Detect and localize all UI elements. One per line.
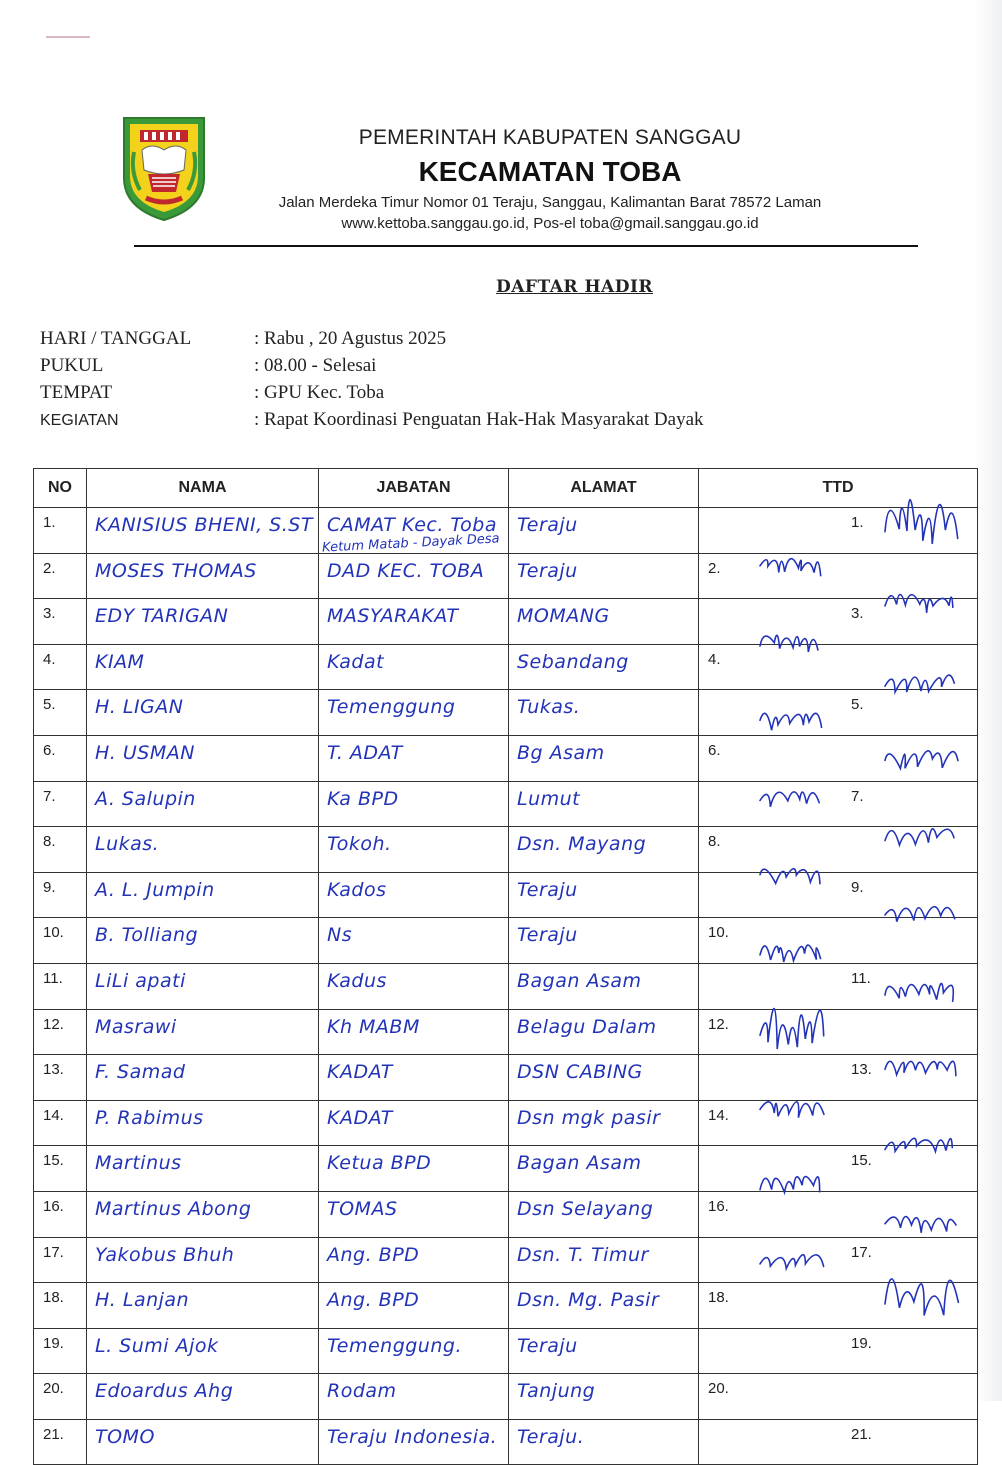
- attendee-address: Tanjung: [509, 1374, 699, 1420]
- attendee-position: T. ADAT: [319, 735, 509, 781]
- attendee-name: P. Rabimus: [87, 1100, 319, 1146]
- row-number: 2.: [34, 553, 87, 599]
- attendee-position: Kh MABM: [319, 1009, 509, 1055]
- detail-label: PUKUL: [40, 355, 104, 376]
- office-name: KECAMATAN TOBA: [418, 156, 682, 187]
- attendee-position: Tokoh.: [319, 827, 509, 873]
- attendance-table: [33, 468, 978, 1465]
- signature-number: 11.: [851, 969, 871, 987]
- signature-cell: [699, 1419, 978, 1465]
- attendee-name: Masrawi: [87, 1009, 319, 1055]
- table-header-row: [34, 469, 978, 508]
- signature-cell: [699, 918, 978, 964]
- signature-number: 1.: [851, 514, 864, 531]
- attendee-position: KADAT: [319, 1055, 509, 1101]
- attendee-address: Tukas.: [509, 690, 699, 736]
- signature-cell: [699, 644, 978, 690]
- attendee-name: MOSES THOMAS: [87, 553, 319, 599]
- signature-number: 14.: [708, 1106, 729, 1124]
- table-row: [34, 1146, 978, 1192]
- table-row: [34, 690, 978, 736]
- table-row: [34, 1328, 978, 1374]
- row-number: 7.: [34, 781, 87, 827]
- signature-number: 10.: [708, 924, 729, 942]
- attendee-name: B. Tolliang: [87, 918, 319, 964]
- attendee-address: Bagan Asam: [509, 1146, 699, 1192]
- signature-cell: [699, 599, 978, 645]
- table-row: [34, 827, 978, 873]
- table-row: [34, 1237, 978, 1283]
- attendee-position: DAD KEC. TOBA: [319, 553, 509, 599]
- office-web-email: www.kettoba.sanggau.go.id, Pos-el toba@gmail.sanggau.go.id: [341, 215, 759, 232]
- attendee-name: Martinus Abong: [87, 1191, 319, 1237]
- row-number: 3.: [34, 599, 87, 645]
- attendee-position: Ang. BPD: [319, 1283, 509, 1329]
- signature-cell: [699, 781, 978, 827]
- signature-cell: [699, 1283, 978, 1329]
- attendee-position: Ang. BPD: [319, 1237, 509, 1283]
- detail-value: : Rapat Koordinasi Penguatan Hak-Hak Masyarakat Dayak: [254, 409, 704, 430]
- row-number: 13.: [34, 1055, 87, 1101]
- table-row: [34, 1055, 978, 1101]
- attendee-name: F. Samad: [87, 1055, 319, 1101]
- attendee-address: Bagan Asam: [509, 963, 699, 1009]
- attendee-address: Dsn. T. Timur: [509, 1237, 699, 1283]
- detail-value: : GPU Kec. Toba: [254, 382, 385, 403]
- row-number: 20.: [34, 1374, 87, 1420]
- signature-number: 21.: [851, 1425, 872, 1443]
- table-row: [34, 963, 978, 1009]
- signature-cell: [699, 1055, 978, 1101]
- attendee-name: H. LIGAN: [87, 690, 319, 736]
- attendee-address: Dsn mgk pasir: [509, 1100, 699, 1146]
- attendee-name: Martinus: [87, 1146, 319, 1192]
- signature-cell: [699, 963, 978, 1009]
- attendee-address: DSN CABING: [509, 1055, 699, 1101]
- attendee-address: Bg Asam: [509, 735, 699, 781]
- signature-cell: [699, 1146, 978, 1192]
- attendee-position: Ns: [319, 918, 509, 964]
- attendee-name: LiLi apati: [87, 963, 319, 1009]
- signature-number: 15.: [851, 1152, 872, 1170]
- attendee-position: MASYARAKAT: [319, 599, 509, 645]
- signature-cell: [699, 553, 978, 599]
- signature-cell: [699, 827, 978, 873]
- row-number: 14.: [34, 1100, 87, 1146]
- table-row: [34, 735, 978, 781]
- row-number: 1.: [34, 508, 87, 554]
- attendee-position: Temenggung: [319, 690, 509, 736]
- attendee-name: L. Sumi Ajok: [87, 1328, 319, 1374]
- attendee-position: Temenggung.: [319, 1328, 509, 1374]
- attendee-position: TOMAS: [319, 1191, 509, 1237]
- attendee-address: Teraju: [509, 918, 699, 964]
- row-number: 11.: [34, 963, 87, 1009]
- row-number: 18.: [34, 1283, 87, 1329]
- signature-number: 16.: [708, 1197, 729, 1215]
- signature-number: 8.: [708, 833, 721, 851]
- table-row: [34, 508, 978, 554]
- table-row: [34, 1374, 978, 1420]
- detail-label: HARI / TANGGAL: [40, 328, 192, 349]
- attendee-address: Teraju: [509, 553, 699, 599]
- attendee-name: Yakobus Bhuh: [87, 1237, 319, 1283]
- row-number: 9.: [34, 872, 87, 918]
- row-number: 5.: [34, 690, 87, 736]
- page-edge-shadow: [974, 0, 1002, 1401]
- signature-number: 17.: [851, 1243, 872, 1261]
- attendee-name: H. USMAN: [87, 735, 319, 781]
- attendee-name: A. L. Jumpin: [87, 872, 319, 918]
- attendee-address: Teraju: [509, 872, 699, 918]
- table-row: [34, 918, 978, 964]
- attendee-position: Rodam: [319, 1374, 509, 1420]
- detail-value: : Rabu , 20 Agustus 2025: [254, 328, 447, 349]
- row-number: 19.: [34, 1328, 87, 1374]
- signature-cell: [699, 872, 978, 918]
- attendee-address: Teraju.: [509, 1419, 699, 1465]
- signature-number: 7.: [851, 787, 864, 805]
- corner-mark: [46, 36, 90, 38]
- column-header-nama: NAMA: [87, 469, 319, 508]
- row-number: 6.: [34, 735, 87, 781]
- table-row: [34, 1191, 978, 1237]
- jabatan-annotation-row1: Ketum Matab - Dayak Desa: [321, 531, 500, 556]
- signature-number: 20.: [708, 1380, 729, 1398]
- attendee-name: Lukas.: [87, 827, 319, 873]
- attendee-name: EDY TARIGAN: [87, 599, 319, 645]
- signature-number: 12.: [708, 1015, 729, 1033]
- document-title: DAFTAR HADIR: [496, 277, 654, 297]
- table-row: [34, 781, 978, 827]
- signature-number: 9.: [851, 878, 864, 896]
- row-number: 12.: [34, 1009, 87, 1055]
- table-row: [34, 872, 978, 918]
- attendee-name: TOMO: [87, 1419, 319, 1465]
- table-row: [34, 644, 978, 690]
- attendee-name: KIAM: [87, 644, 319, 690]
- signature-number: 18.: [708, 1289, 729, 1307]
- attendee-position: KADAT: [319, 1100, 509, 1146]
- signature-number: 3.: [851, 605, 864, 623]
- detail-label: TEMPAT: [40, 382, 113, 403]
- office-address: Jalan Merdeka Timur Nomor 01 Teraju, Sanggau, Kalimantan Barat 78572 Laman: [278, 194, 822, 211]
- letterhead: [230, 126, 870, 232]
- attendee-position: Teraju Indonesia.: [319, 1419, 509, 1465]
- table-row: [34, 599, 978, 645]
- attendee-address: Lumut: [509, 781, 699, 827]
- attendee-position: Kados: [319, 872, 509, 918]
- signature-cell: [699, 508, 978, 554]
- row-number: 16.: [34, 1191, 87, 1237]
- table-row: [34, 1419, 978, 1465]
- row-number: 15.: [34, 1146, 87, 1192]
- table-row: [34, 1283, 978, 1329]
- signature-cell: [699, 1374, 978, 1420]
- attendee-address: Teraju: [509, 1328, 699, 1374]
- column-header-alamat: ALAMAT: [509, 469, 699, 508]
- attendee-address: Dsn. Mayang: [509, 827, 699, 873]
- attendee-position: Kadat: [319, 644, 509, 690]
- table-row: [34, 553, 978, 599]
- signature-cell: [699, 690, 978, 736]
- column-header-jabatan: JABATAN: [319, 469, 509, 508]
- signature-number: 13.: [851, 1061, 872, 1079]
- signature-cell: [699, 1237, 978, 1283]
- letterhead-rule: [134, 245, 918, 247]
- table-row: [34, 1100, 978, 1146]
- attendee-position: Ketua BPD: [319, 1146, 509, 1192]
- signature-number: 4.: [708, 650, 721, 668]
- row-number: 8.: [34, 827, 87, 873]
- attendee-address: Sebandang: [509, 644, 699, 690]
- column-header-no: NO: [34, 469, 87, 508]
- signature-cell: [699, 735, 978, 781]
- detail-value: : 08.00 - Selesai: [254, 355, 377, 376]
- detail-label: KEGIATAN: [40, 412, 119, 429]
- attendee-address: Belagu Dalam: [509, 1009, 699, 1055]
- attendee-name: H. Lanjan: [87, 1283, 319, 1329]
- attendee-name: KANISIUS BHENI, S.ST: [87, 508, 319, 554]
- signature-number: 6.: [708, 741, 721, 759]
- signature-cell: [699, 1191, 978, 1237]
- row-number: 21.: [34, 1419, 87, 1465]
- signature-cell: [699, 1009, 978, 1055]
- row-number: 4.: [34, 644, 87, 690]
- signature-number: 2.: [708, 559, 721, 577]
- sanggau-regency-logo: [118, 112, 210, 224]
- signature-cell: [699, 1100, 978, 1146]
- attendee-position: Kadus: [319, 963, 509, 1009]
- attendee-position: CAMAT Kec. Toba: [319, 508, 509, 554]
- attendee-name: A. Salupin: [87, 781, 319, 827]
- attendee-position: Ka BPD: [319, 781, 509, 827]
- row-number: 17.: [34, 1237, 87, 1283]
- attendee-address: Dsn. Mg. Pasir: [509, 1283, 699, 1329]
- attendee-address: Dsn Selayang: [509, 1191, 699, 1237]
- signature-cell: [699, 1328, 978, 1374]
- attendee-address: Teraju: [509, 508, 699, 554]
- government-name: PEMERINTAH KABUPATEN SANGGAU: [358, 126, 742, 149]
- signature-number: 19.: [851, 1334, 872, 1352]
- attendee-name: Edoardus Ahg: [87, 1374, 319, 1420]
- row-number: 10.: [34, 918, 87, 964]
- column-header-ttd: TTD: [699, 469, 978, 508]
- attendee-address: MOMANG: [509, 599, 699, 645]
- signature-number: 5.: [851, 696, 864, 714]
- table-row: [34, 1009, 978, 1055]
